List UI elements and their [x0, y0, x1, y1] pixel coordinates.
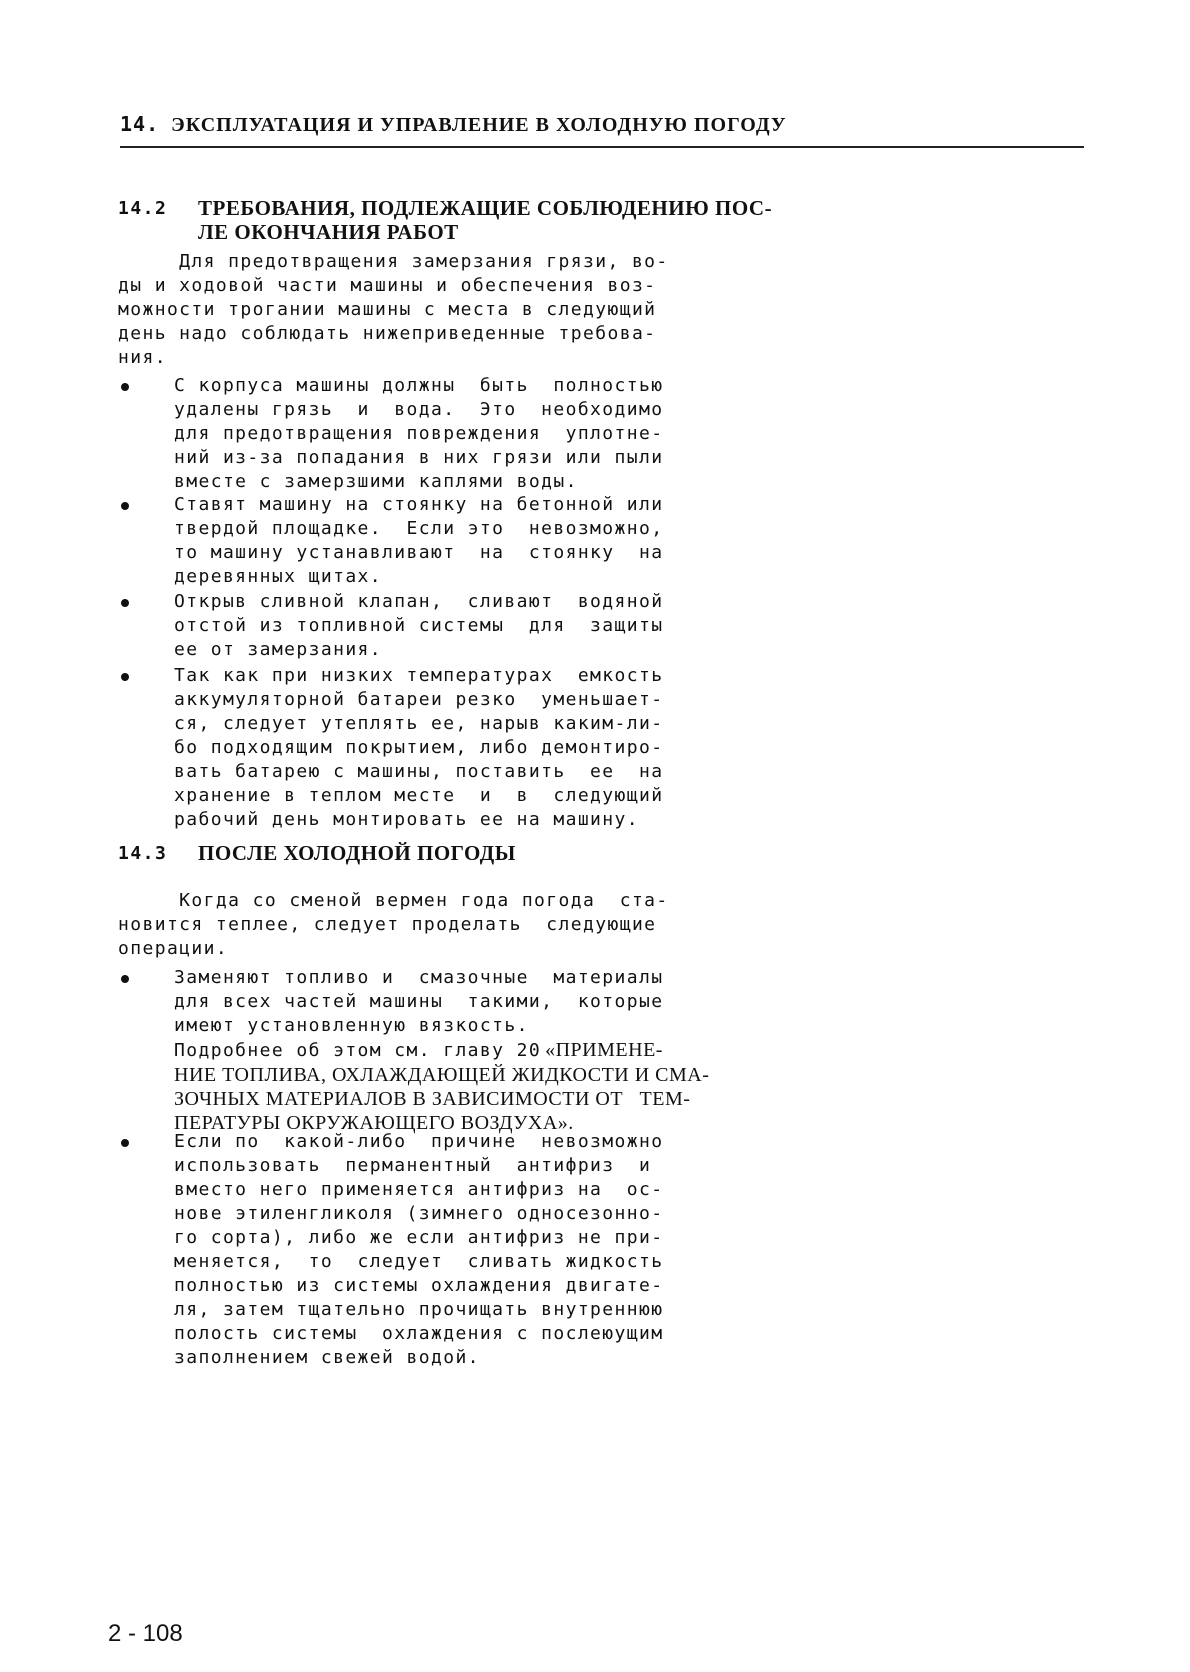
text-line: ся, следует утеплять ее, нарыв каким-ли-: [174, 713, 664, 734]
bullet-icon: [121, 975, 129, 983]
page-number: 2 - 108: [108, 1620, 183, 1647]
text-line: Для предотвращения замерзания грязи, во-: [118, 251, 669, 272]
text-line: бо подходящим покрытием, либо демонтиро-: [174, 737, 664, 758]
text-line: удалены грязь и вода. Это необходимо: [174, 399, 664, 420]
bullet-icon: [121, 599, 129, 607]
text-line: отстой из топливной системы для защиты: [174, 615, 664, 636]
text-line: [174, 1038, 709, 1063]
section-14-2-title-line-2: ЛЕ ОКОНЧАНИЯ РАБОТ: [198, 220, 459, 244]
text-line: день надо соблюдать нижеприведенные требова-: [118, 323, 657, 344]
section-14-2-bullet-2: [174, 493, 663, 589]
text-line: деревянных щитах.: [174, 566, 383, 587]
section-14-2-bullet-1: [174, 374, 663, 494]
text-line: Если по какой-либо причине невозможно: [174, 1131, 664, 1152]
reference-lead: Подробнее об этом см. главу 20: [174, 1040, 542, 1061]
text-line: использовать перманентный антифриз и: [174, 1155, 652, 1176]
text-line: новится теплее, следует проделать следующие: [118, 914, 657, 935]
chapter-reference-line: ЗОЧНЫХ МАТЕРИАЛОВ В ЗАВИСИМОСТИ ОТ ТЕМ-: [174, 1088, 691, 1110]
text-line: аккумуляторной батареи резко уменьшает-: [174, 689, 664, 710]
text-line: рабочий день монтировать ее на машину.: [174, 809, 640, 830]
text-line: вать батарею с машины, поставить ее на: [174, 761, 664, 782]
text-line: Когда со сменой вермен года погода ста-: [118, 890, 669, 911]
text-line: вместо него применяется антифриз на ос-: [174, 1179, 664, 1200]
text-line: для предотвращения повреждения уплотне-: [174, 423, 664, 444]
bullet-icon: [121, 383, 129, 391]
text-line: полностью из системы охлаждения двигате-: [174, 1275, 664, 1296]
text-line: Так как при низких температурах емкость: [174, 665, 664, 686]
section-14-3-bullet-1: [174, 966, 709, 1135]
text-line: можности трогании машины с места в следующий: [118, 299, 657, 320]
text-line: ее от замерзания.: [174, 639, 383, 660]
section-14-2-title-line-1: ТРЕБОВАНИЯ, ПОДЛЕЖАЩИЕ СОБЛЮДЕНИЮ ПОС-: [198, 196, 773, 220]
text-line: заполнением свежей водой.: [174, 1347, 480, 1368]
section-14-3-intro: [118, 889, 669, 961]
header-number: 14.: [120, 112, 160, 136]
section-14-2-bullet-3: [174, 590, 663, 662]
section-14-2-number: 14.2: [118, 198, 168, 219]
text-line: ния.: [118, 347, 167, 368]
chapter-reference-line: НИЕ ТОПЛИВА, ОХЛАЖДАЮЩЕЙ ЖИДКОСТИ И СМА-: [174, 1064, 710, 1086]
text-line: меняется, то следует сливать жидкость: [174, 1251, 664, 1272]
running-header: [120, 112, 787, 137]
section-14-3-number: 14.3: [118, 843, 168, 864]
text-line: Ставят машину на стоянку на бетонной или: [174, 494, 664, 515]
text-line: ды и ходовой части машины и обеспечения воз-: [118, 275, 657, 296]
text-line: нове этиленгликоля (зимнего односезонно-: [174, 1203, 664, 1224]
text-line: твердой площадке. Если это невозможно,: [174, 518, 664, 539]
text-line: го сорта), либо же если антифриз не при-: [174, 1227, 664, 1248]
section-14-2-bullet-4: [174, 664, 663, 832]
text-line: Заменяют топливо и смазочные материалы: [174, 967, 664, 988]
text-line: хранение в теплом месте и в следующий: [174, 785, 664, 806]
header-rule: [120, 146, 1084, 148]
text-line: то машину устанавливают на стоянку на: [174, 542, 664, 563]
section-14-3-bullet-2: [174, 1130, 663, 1370]
bullet-icon: [121, 673, 129, 681]
section-14-2-intro: [118, 250, 669, 370]
section-14-3-title: ПОСЛЕ ХОЛОДНОЙ ПОГОДЫ: [198, 841, 516, 865]
bullet-icon: [121, 502, 129, 510]
text-line: операции.: [118, 938, 229, 959]
chapter-reference: «ПРИМЕНЕ-: [545, 1039, 663, 1061]
bullet-icon: [121, 1139, 129, 1147]
text-line: имеют установленную вязкость.: [174, 1015, 529, 1036]
text-line: вместе с замерзшими каплями воды.: [174, 471, 578, 492]
text-line: ний из-за попадания в них грязи или пыли: [174, 447, 664, 468]
text-line: полость системы охлаждения с послеюущим: [174, 1323, 664, 1344]
header-title: ЭКСПЛУАТАЦИЯ И УПРАВЛЕНИЕ В ХОЛОДНУЮ ПОГОДУ: [171, 114, 787, 136]
text-line: для всех частей машины такими, которые: [174, 991, 664, 1012]
chapter-reference-line: ПЕРАТУРЫ ОКРУЖАЮЩЕГО ВОЗДУХА».: [174, 1112, 574, 1134]
text-line: С корпуса машины должны быть полностью: [174, 375, 664, 396]
text-line: ля, затем тщательно прочищать внутреннюю: [174, 1299, 664, 1320]
text-line: Открыв сливной клапан, сливают водяной: [174, 591, 664, 612]
